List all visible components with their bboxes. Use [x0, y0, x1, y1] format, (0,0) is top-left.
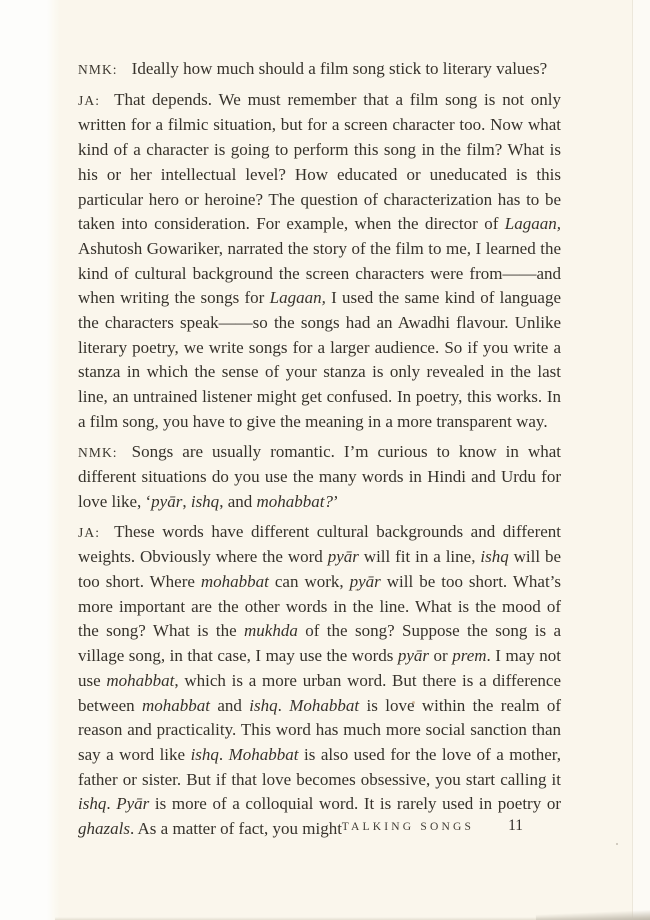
italic-term: Lagaan,: [269, 288, 326, 308]
speaker-label: NMK:: [78, 62, 118, 77]
dust-speck: [616, 843, 618, 845]
text-segment: .: [106, 794, 117, 814]
text-segment: Ideally how much should a film song stick to literary values?: [131, 59, 548, 78]
text-segment: , which is a more urban word. But there is a difference between: [78, 670, 561, 715]
italic-term: pyār: [349, 572, 381, 592]
text-segment: That depends. We must remember that a film song is not only written for a filmic situation, but for a screen character too. Now what kind of a character is going to perform this song in the film? What is his or her intellectual level? How educated or uneducated is this particular hero or heroine? The question of characterization has to be taken into consideration. For example, when the director of: [78, 89, 561, 234]
paragraph: [78, 57, 561, 83]
italic-term: mohabbat: [142, 695, 211, 715]
text-segment: and: [210, 695, 250, 715]
italic-term: ishq: [190, 491, 220, 511]
text-segment: . As a matter of fact, you might: [129, 819, 342, 839]
italic-term: ishq: [480, 547, 509, 567]
italic-term: ishq: [249, 695, 278, 715]
text-segment: is love within the realm of reason and practicality. This word has much more social sanction than say a word like: [78, 695, 562, 764]
italic-term: pyār: [327, 547, 359, 567]
text-segment: is also used for the love of a mother, father or sister. But if that love becomes obsessive, you start calling it: [78, 744, 562, 789]
text-segment: Songs are usually romantic. I’m curious to know in what different situations do you use the many words in Hindi and Urdu for love like, ‘: [78, 441, 561, 511]
scan-edge-left: [0, 0, 60, 920]
scan-edge-right: [632, 0, 650, 920]
text-segment: These words have different cultural backgrounds and different weights. Obviously where the word: [78, 521, 561, 567]
italic-term: ghazals: [78, 819, 130, 839]
text-segment: ,: [182, 491, 191, 511]
text-segment: Ashutosh Gowariker, narrated the story of the film to me, I learned the kind of cultural background the screen characters were from——and when writing the songs for: [78, 238, 561, 308]
page-footer: [78, 817, 561, 835]
text-segment: is more of a colloquial word. It is rarely used in poetry or: [149, 794, 562, 814]
italic-term: ishq: [78, 794, 107, 814]
paragraph: [78, 88, 561, 435]
speaker-label: JA:: [78, 524, 101, 540]
paragraph: [78, 440, 561, 515]
text-segment: will be too short. Where: [78, 547, 561, 592]
page-text-block: [78, 57, 561, 847]
paragraph: [78, 520, 561, 842]
italic-term: ishq: [190, 744, 219, 764]
italic-term: Mohabbat: [228, 744, 299, 764]
text-segment: . I may not use: [78, 646, 561, 690]
text-segment: I used the same kind of language the characters speak——so the songs had an Awadhi flavour. Unlike literary poetry, we write songs for a larger audience. So if you write a stanza in which the sense of your stanza is only revealed in the last line, an untrained listener might get confused. In poetry, this works. In a film song, you have to give the meaning in a more transparent way.: [78, 288, 561, 431]
text-segment: .: [277, 695, 290, 715]
running-title: TALKING SONGS: [341, 821, 475, 833]
italic-term: Mohabbat: [289, 695, 360, 715]
italic-term: pyār: [151, 491, 183, 511]
italic-term: Pyār: [116, 794, 150, 814]
italic-term: mohabbat: [200, 572, 269, 592]
italic-term: pyār: [397, 646, 430, 666]
text-segment: of the song? Suppose the song is a village song, in that case, I may use the words: [78, 621, 561, 666]
text-segment: will be too short. What’s more important are the other words in the line. What is the mood of the song? What is the: [78, 572, 562, 641]
paragraphs: [78, 57, 561, 842]
text-segment: ’: [332, 491, 339, 511]
italic-term: mohabbat?: [256, 491, 333, 511]
italic-term: mohabbat: [106, 670, 175, 690]
speaker-label: NMK:: [78, 444, 118, 460]
text-segment: .: [218, 744, 229, 764]
speaker-label: JA:: [78, 92, 101, 108]
page-number: 11: [508, 817, 523, 834]
italic-term: mukhda: [244, 621, 298, 641]
text-segment: , and: [219, 491, 257, 511]
text-segment: will fit in a line,: [358, 547, 481, 567]
page-curl-shadow: [536, 909, 650, 920]
text-segment: can work,: [268, 572, 350, 592]
italic-term: Lagaan,: [504, 214, 561, 234]
text-segment: or: [429, 646, 453, 666]
italic-term: prem: [452, 646, 487, 666]
